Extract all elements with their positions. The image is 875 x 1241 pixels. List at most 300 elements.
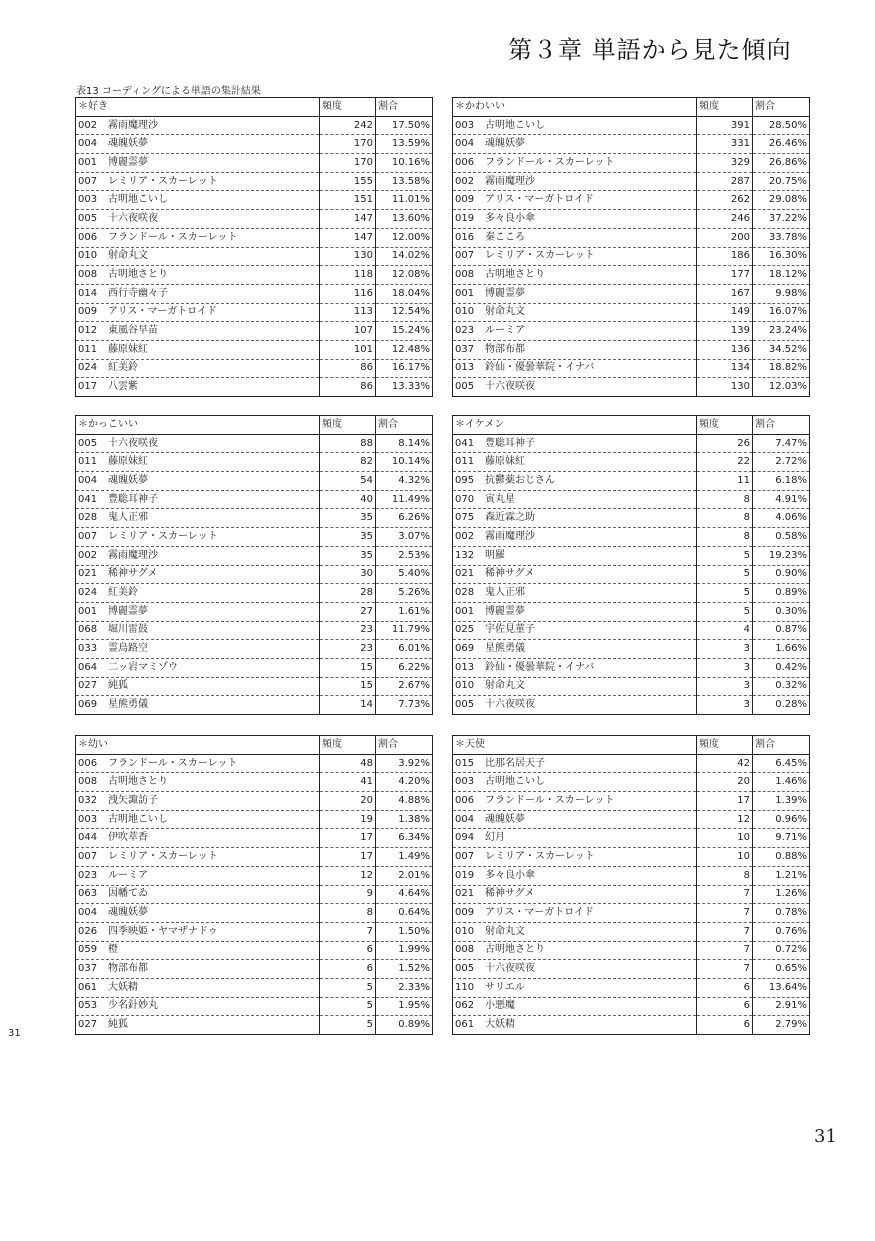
character-code: 069 bbox=[455, 643, 475, 655]
character-name: 藤原妹紅 bbox=[108, 456, 148, 468]
character-cell bbox=[453, 453, 697, 472]
freq-cell: 35 bbox=[320, 546, 376, 565]
character-code: 005 bbox=[455, 699, 475, 711]
ratio-cell: 12.03% bbox=[753, 378, 810, 397]
character-cell bbox=[76, 359, 320, 378]
character-name: 古明地さとり bbox=[485, 269, 545, 281]
character-code: 012 bbox=[78, 325, 98, 337]
character-name: 稀神サグメ bbox=[485, 568, 535, 580]
character-name: 十六夜咲夜 bbox=[108, 437, 158, 449]
ratio-cell: 2.72% bbox=[753, 453, 810, 472]
ratio-cell: 4.64% bbox=[376, 885, 433, 904]
table-row bbox=[76, 885, 433, 904]
freq-cell: 9 bbox=[320, 885, 376, 904]
table-row bbox=[453, 490, 810, 509]
table-row bbox=[453, 154, 810, 173]
table-row bbox=[453, 210, 810, 229]
character-name: 紅美鈴 bbox=[108, 362, 138, 374]
table-row bbox=[453, 228, 810, 247]
character-name: 幻月 bbox=[485, 832, 505, 844]
table-row bbox=[453, 116, 810, 135]
freq-cell: 7 bbox=[697, 904, 753, 923]
ratio-cell: 26.46% bbox=[753, 135, 810, 154]
character-name: 鬼人正邪 bbox=[485, 587, 525, 599]
character-name: 大妖精 bbox=[485, 1019, 515, 1031]
ratio-cell: 17.50% bbox=[376, 116, 433, 135]
character-cell bbox=[76, 677, 320, 696]
character-cell bbox=[453, 922, 697, 941]
character-cell bbox=[453, 960, 697, 979]
table-row bbox=[453, 602, 810, 621]
character-cell bbox=[453, 810, 697, 829]
freq-cell: 15 bbox=[320, 658, 376, 677]
character-cell bbox=[453, 247, 697, 266]
freq-cell: 10 bbox=[697, 848, 753, 867]
character-code: 008 bbox=[455, 944, 475, 956]
table-row bbox=[453, 696, 810, 715]
table-row bbox=[76, 866, 433, 885]
character-cell bbox=[76, 172, 320, 191]
freq-cell: 200 bbox=[697, 228, 753, 247]
ratio-cell: 6.45% bbox=[753, 754, 810, 773]
character-code: 004 bbox=[78, 474, 98, 486]
table-row bbox=[76, 941, 433, 960]
chapter-title: 第３章 単語から見た傾向 bbox=[508, 36, 792, 64]
ratio-cell: 0.96% bbox=[753, 810, 810, 829]
ratio-cell: 0.87% bbox=[753, 621, 810, 640]
table-row bbox=[453, 565, 810, 584]
character-name: 堀川雷鼓 bbox=[108, 624, 148, 636]
character-code: 001 bbox=[78, 605, 98, 617]
ratio-cell: 12.08% bbox=[376, 266, 433, 285]
table-row bbox=[453, 640, 810, 659]
ratio-cell: 26.86% bbox=[753, 154, 810, 173]
ratio-cell: 7.73% bbox=[376, 696, 433, 715]
table-header-row bbox=[76, 98, 433, 117]
character-name: 霧雨魔理沙 bbox=[108, 549, 158, 561]
ratio-cell: 1.61% bbox=[376, 602, 433, 621]
character-name: 鈴仙・優曇華院・イナバ bbox=[485, 362, 595, 374]
character-cell bbox=[453, 696, 697, 715]
freq-cell: 11 bbox=[697, 472, 753, 491]
character-cell bbox=[453, 866, 697, 885]
character-name: 古明地さとり bbox=[485, 944, 545, 956]
ratio-cell: 10.16% bbox=[376, 154, 433, 173]
table-row bbox=[453, 359, 810, 378]
character-cell bbox=[453, 848, 697, 867]
table-row bbox=[453, 191, 810, 210]
character-name: 八雲紫 bbox=[108, 381, 138, 393]
character-code: 005 bbox=[455, 963, 475, 975]
ratio-cell: 23.24% bbox=[753, 322, 810, 341]
table-row bbox=[453, 997, 810, 1016]
ratio-cell: 0.88% bbox=[753, 848, 810, 867]
character-name: 射命丸文 bbox=[108, 250, 148, 262]
character-cell bbox=[76, 885, 320, 904]
character-code: 003 bbox=[455, 776, 475, 788]
table-row bbox=[453, 546, 810, 565]
character-code: 010 bbox=[78, 250, 98, 262]
character-code: 053 bbox=[78, 1000, 98, 1012]
character-name: 古明地さとり bbox=[108, 776, 168, 788]
character-name: 魂魄妖夢 bbox=[108, 474, 148, 486]
ratio-cell: 11.49% bbox=[376, 490, 433, 509]
freq-cell: 6 bbox=[320, 941, 376, 960]
table-row bbox=[453, 978, 810, 997]
freq-cell: 8 bbox=[697, 528, 753, 547]
table-row bbox=[453, 885, 810, 904]
ratio-cell: 14.02% bbox=[376, 247, 433, 266]
character-cell bbox=[453, 191, 697, 210]
freq-cell: 107 bbox=[320, 322, 376, 341]
freq-cell: 242 bbox=[320, 116, 376, 135]
freq-cell: 130 bbox=[697, 378, 753, 397]
character-code: 008 bbox=[78, 776, 98, 788]
freq-cell: 5 bbox=[320, 997, 376, 1016]
freq-cell: 130 bbox=[320, 247, 376, 266]
character-cell bbox=[453, 978, 697, 997]
ratio-header: 割合 bbox=[376, 416, 433, 435]
freq-cell: 116 bbox=[320, 284, 376, 303]
character-name: レミリア・スカーレット bbox=[108, 530, 218, 542]
ratio-cell: 5.26% bbox=[376, 584, 433, 603]
character-code: 007 bbox=[78, 850, 98, 862]
character-name: 紅美鈴 bbox=[108, 587, 138, 599]
freq-cell: 17 bbox=[697, 792, 753, 811]
freq-cell: 28 bbox=[320, 584, 376, 603]
ratio-cell: 28.50% bbox=[753, 116, 810, 135]
character-name: 星熊勇儀 bbox=[485, 643, 525, 655]
freq-cell: 17 bbox=[320, 848, 376, 867]
freq-cell: 3 bbox=[697, 696, 753, 715]
table-kawaii bbox=[452, 97, 810, 397]
page-number: 31 bbox=[814, 1126, 837, 1147]
freq-cell: 20 bbox=[697, 773, 753, 792]
ratio-cell: 0.30% bbox=[753, 602, 810, 621]
character-code: 044 bbox=[78, 832, 98, 844]
freq-cell: 167 bbox=[697, 284, 753, 303]
freq-cell: 88 bbox=[320, 434, 376, 453]
ratio-cell: 1.95% bbox=[376, 997, 433, 1016]
table-row bbox=[453, 810, 810, 829]
character-cell bbox=[453, 904, 697, 923]
freq-cell: 186 bbox=[697, 247, 753, 266]
table-row bbox=[76, 528, 433, 547]
character-code: 061 bbox=[78, 981, 98, 993]
character-name: アリス・マーガトロイド bbox=[485, 907, 594, 919]
table-row bbox=[453, 773, 810, 792]
freq-cell: 7 bbox=[320, 922, 376, 941]
table-row bbox=[453, 528, 810, 547]
table-row bbox=[76, 247, 433, 266]
character-cell bbox=[453, 754, 697, 773]
character-name: 二ッ岩マミゾウ bbox=[108, 661, 178, 673]
character-cell bbox=[76, 546, 320, 565]
character-cell bbox=[453, 677, 697, 696]
freq-cell: 17 bbox=[320, 829, 376, 848]
table-row bbox=[76, 658, 433, 677]
character-cell bbox=[453, 773, 697, 792]
character-cell bbox=[453, 602, 697, 621]
character-cell bbox=[453, 154, 697, 173]
table-row bbox=[453, 922, 810, 941]
ratio-cell: 13.58% bbox=[376, 172, 433, 191]
table-row bbox=[76, 904, 433, 923]
character-cell bbox=[453, 303, 697, 322]
character-cell bbox=[453, 378, 697, 397]
table-caption: 表13 コーディングによる単語の集計結果 bbox=[76, 86, 261, 97]
ratio-cell: 2.67% bbox=[376, 677, 433, 696]
freq-cell: 136 bbox=[697, 340, 753, 359]
character-code: 005 bbox=[455, 381, 475, 393]
table-row bbox=[76, 154, 433, 173]
table-row bbox=[76, 696, 433, 715]
character-cell bbox=[76, 490, 320, 509]
character-name: 純狐 bbox=[108, 1019, 128, 1031]
freq-cell: 170 bbox=[320, 154, 376, 173]
character-name: 藤原妹紅 bbox=[108, 343, 148, 355]
category-title: ＊かっこいい bbox=[76, 416, 320, 435]
character-cell bbox=[453, 885, 697, 904]
ratio-cell: 12.00% bbox=[376, 228, 433, 247]
character-name: アリス・マーガトロイド bbox=[108, 306, 217, 318]
character-name: 十六夜咲夜 bbox=[108, 212, 158, 224]
character-code: 033 bbox=[78, 643, 98, 655]
ratio-cell: 6.18% bbox=[753, 472, 810, 491]
character-cell bbox=[76, 584, 320, 603]
ratio-cell: 1.38% bbox=[376, 810, 433, 829]
character-name: 博麗霊夢 bbox=[485, 287, 525, 299]
character-code: 026 bbox=[78, 925, 98, 937]
ratio-cell: 3.92% bbox=[376, 754, 433, 773]
character-code: 010 bbox=[455, 306, 475, 318]
character-name: フランドール・スカーレット bbox=[108, 231, 238, 243]
character-name: サリエル bbox=[485, 981, 525, 993]
table-row bbox=[76, 792, 433, 811]
table-row bbox=[76, 210, 433, 229]
table-row bbox=[76, 340, 433, 359]
table-row bbox=[453, 284, 810, 303]
ratio-cell: 0.65% bbox=[753, 960, 810, 979]
table-row bbox=[453, 941, 810, 960]
ratio-cell: 15.24% bbox=[376, 322, 433, 341]
freq-cell: 54 bbox=[320, 472, 376, 491]
character-code: 024 bbox=[78, 587, 98, 599]
category-title: ＊幼い bbox=[76, 736, 320, 755]
table-row bbox=[76, 640, 433, 659]
character-code: 004 bbox=[78, 138, 98, 150]
freq-cell: 287 bbox=[697, 172, 753, 191]
freq-cell: 8 bbox=[320, 904, 376, 923]
table-row bbox=[76, 922, 433, 941]
character-cell bbox=[76, 866, 320, 885]
table-row bbox=[453, 135, 810, 154]
ratio-header: 割合 bbox=[376, 98, 433, 117]
character-name: 古明地こいし bbox=[108, 194, 168, 206]
character-cell bbox=[453, 172, 697, 191]
character-code: 021 bbox=[455, 888, 475, 900]
character-code: 094 bbox=[455, 832, 475, 844]
character-name: 洩矢諏訪子 bbox=[108, 794, 158, 806]
character-name: 魂魄妖夢 bbox=[108, 907, 148, 919]
ratio-cell: 16.07% bbox=[753, 303, 810, 322]
character-cell bbox=[76, 997, 320, 1016]
ratio-cell: 29.08% bbox=[753, 191, 810, 210]
character-code: 041 bbox=[78, 493, 98, 505]
freq-cell: 4 bbox=[697, 621, 753, 640]
ratio-header: 割合 bbox=[753, 416, 810, 435]
character-name: 古明地こいし bbox=[108, 813, 168, 825]
character-code: 027 bbox=[78, 1019, 98, 1031]
character-name: 四季映姫・ヤマザナドゥ bbox=[108, 925, 218, 937]
table-row bbox=[76, 359, 433, 378]
freq-cell: 30 bbox=[320, 565, 376, 584]
character-name: アリス・マーガトロイド bbox=[485, 194, 594, 206]
character-code: 011 bbox=[455, 456, 475, 468]
table-row bbox=[76, 584, 433, 603]
freq-cell: 6 bbox=[697, 997, 753, 1016]
ratio-header: 割合 bbox=[753, 736, 810, 755]
freq-header: 頻度 bbox=[320, 98, 376, 117]
character-code: 009 bbox=[455, 907, 475, 919]
character-code: 075 bbox=[455, 512, 475, 524]
character-code: 016 bbox=[455, 231, 475, 243]
character-name: 物部布都 bbox=[108, 963, 148, 975]
character-code: 008 bbox=[455, 269, 475, 281]
freq-header: 頻度 bbox=[320, 416, 376, 435]
ratio-cell: 1.99% bbox=[376, 941, 433, 960]
freq-cell: 5 bbox=[320, 978, 376, 997]
table-kakkoii bbox=[75, 415, 433, 715]
character-name: レミリア・スカーレット bbox=[485, 250, 595, 262]
character-code: 002 bbox=[78, 549, 98, 561]
table-row bbox=[453, 322, 810, 341]
character-code: 007 bbox=[78, 175, 98, 187]
freq-cell: 155 bbox=[320, 172, 376, 191]
table-row bbox=[453, 866, 810, 885]
character-code: 028 bbox=[455, 587, 475, 599]
character-cell bbox=[453, 621, 697, 640]
character-cell bbox=[76, 191, 320, 210]
freq-cell: 14 bbox=[320, 696, 376, 715]
character-code: 011 bbox=[78, 456, 98, 468]
ratio-cell: 19.23% bbox=[753, 546, 810, 565]
freq-cell: 41 bbox=[320, 773, 376, 792]
ratio-cell: 3.07% bbox=[376, 528, 433, 547]
character-name: 射命丸文 bbox=[485, 680, 525, 692]
freq-header: 頻度 bbox=[697, 416, 753, 435]
table-row bbox=[453, 904, 810, 923]
table-row bbox=[76, 810, 433, 829]
character-code: 068 bbox=[78, 624, 98, 636]
character-cell bbox=[453, 640, 697, 659]
table-row bbox=[76, 960, 433, 979]
freq-cell: 329 bbox=[697, 154, 753, 173]
freq-cell: 3 bbox=[697, 640, 753, 659]
character-name: 射命丸文 bbox=[485, 306, 525, 318]
character-code: 023 bbox=[78, 869, 98, 881]
character-cell bbox=[76, 602, 320, 621]
character-code: 008 bbox=[78, 269, 98, 281]
character-name: 古明地さとり bbox=[108, 269, 168, 281]
freq-cell: 15 bbox=[320, 677, 376, 696]
character-cell bbox=[76, 340, 320, 359]
character-name: 稀神サグメ bbox=[485, 888, 535, 900]
character-name: 霧雨魔理沙 bbox=[108, 119, 158, 131]
character-cell bbox=[453, 359, 697, 378]
table-header-row bbox=[76, 736, 433, 755]
table-header-row bbox=[453, 736, 810, 755]
character-cell bbox=[453, 509, 697, 528]
character-code: 037 bbox=[78, 963, 98, 975]
table-row bbox=[76, 773, 433, 792]
freq-cell: 5 bbox=[697, 565, 753, 584]
character-name: 明羅 bbox=[485, 549, 505, 561]
freq-cell: 35 bbox=[320, 528, 376, 547]
character-code: 004 bbox=[78, 907, 98, 919]
table-header-row bbox=[453, 416, 810, 435]
table-row bbox=[453, 584, 810, 603]
ratio-cell: 2.01% bbox=[376, 866, 433, 885]
character-name: 伊吹萃香 bbox=[108, 832, 148, 844]
freq-header: 頻度 bbox=[697, 98, 753, 117]
freq-cell: 5 bbox=[697, 584, 753, 603]
character-code: 037 bbox=[455, 343, 475, 355]
character-name: ルーミア bbox=[108, 869, 148, 881]
character-code: 010 bbox=[455, 680, 475, 692]
table-row bbox=[76, 621, 433, 640]
character-name: 十六夜咲夜 bbox=[485, 963, 535, 975]
character-cell bbox=[453, 941, 697, 960]
character-code: 001 bbox=[455, 287, 475, 299]
ratio-cell: 11.01% bbox=[376, 191, 433, 210]
character-cell bbox=[76, 960, 320, 979]
category-title: ＊天使 bbox=[453, 736, 697, 755]
character-code: 003 bbox=[78, 194, 98, 206]
freq-cell: 8 bbox=[697, 866, 753, 885]
category-title: ＊イケメン bbox=[453, 416, 697, 435]
character-code: 005 bbox=[78, 212, 98, 224]
ratio-cell: 16.17% bbox=[376, 359, 433, 378]
character-cell bbox=[76, 210, 320, 229]
freq-cell: 151 bbox=[320, 191, 376, 210]
character-cell bbox=[453, 284, 697, 303]
character-code: 015 bbox=[455, 757, 475, 769]
character-code: 064 bbox=[78, 661, 98, 673]
freq-cell: 48 bbox=[320, 754, 376, 773]
character-cell bbox=[76, 284, 320, 303]
character-code: 003 bbox=[78, 813, 98, 825]
freq-cell: 331 bbox=[697, 135, 753, 154]
character-cell bbox=[76, 941, 320, 960]
table-row bbox=[453, 453, 810, 472]
table-row bbox=[453, 266, 810, 285]
character-code: 032 bbox=[78, 794, 98, 806]
ratio-cell: 9.71% bbox=[753, 829, 810, 848]
character-cell bbox=[76, 640, 320, 659]
character-cell bbox=[76, 829, 320, 848]
table-row bbox=[76, 490, 433, 509]
character-name: 射命丸文 bbox=[485, 925, 525, 937]
table-row bbox=[76, 228, 433, 247]
ratio-cell: 11.79% bbox=[376, 621, 433, 640]
character-name: 少名針妙丸 bbox=[108, 1000, 158, 1012]
character-name: レミリア・スカーレット bbox=[108, 850, 218, 862]
ratio-cell: 18.12% bbox=[753, 266, 810, 285]
table-row bbox=[453, 1016, 810, 1035]
freq-cell: 7 bbox=[697, 941, 753, 960]
character-name: 宇佐見菫子 bbox=[485, 624, 535, 636]
